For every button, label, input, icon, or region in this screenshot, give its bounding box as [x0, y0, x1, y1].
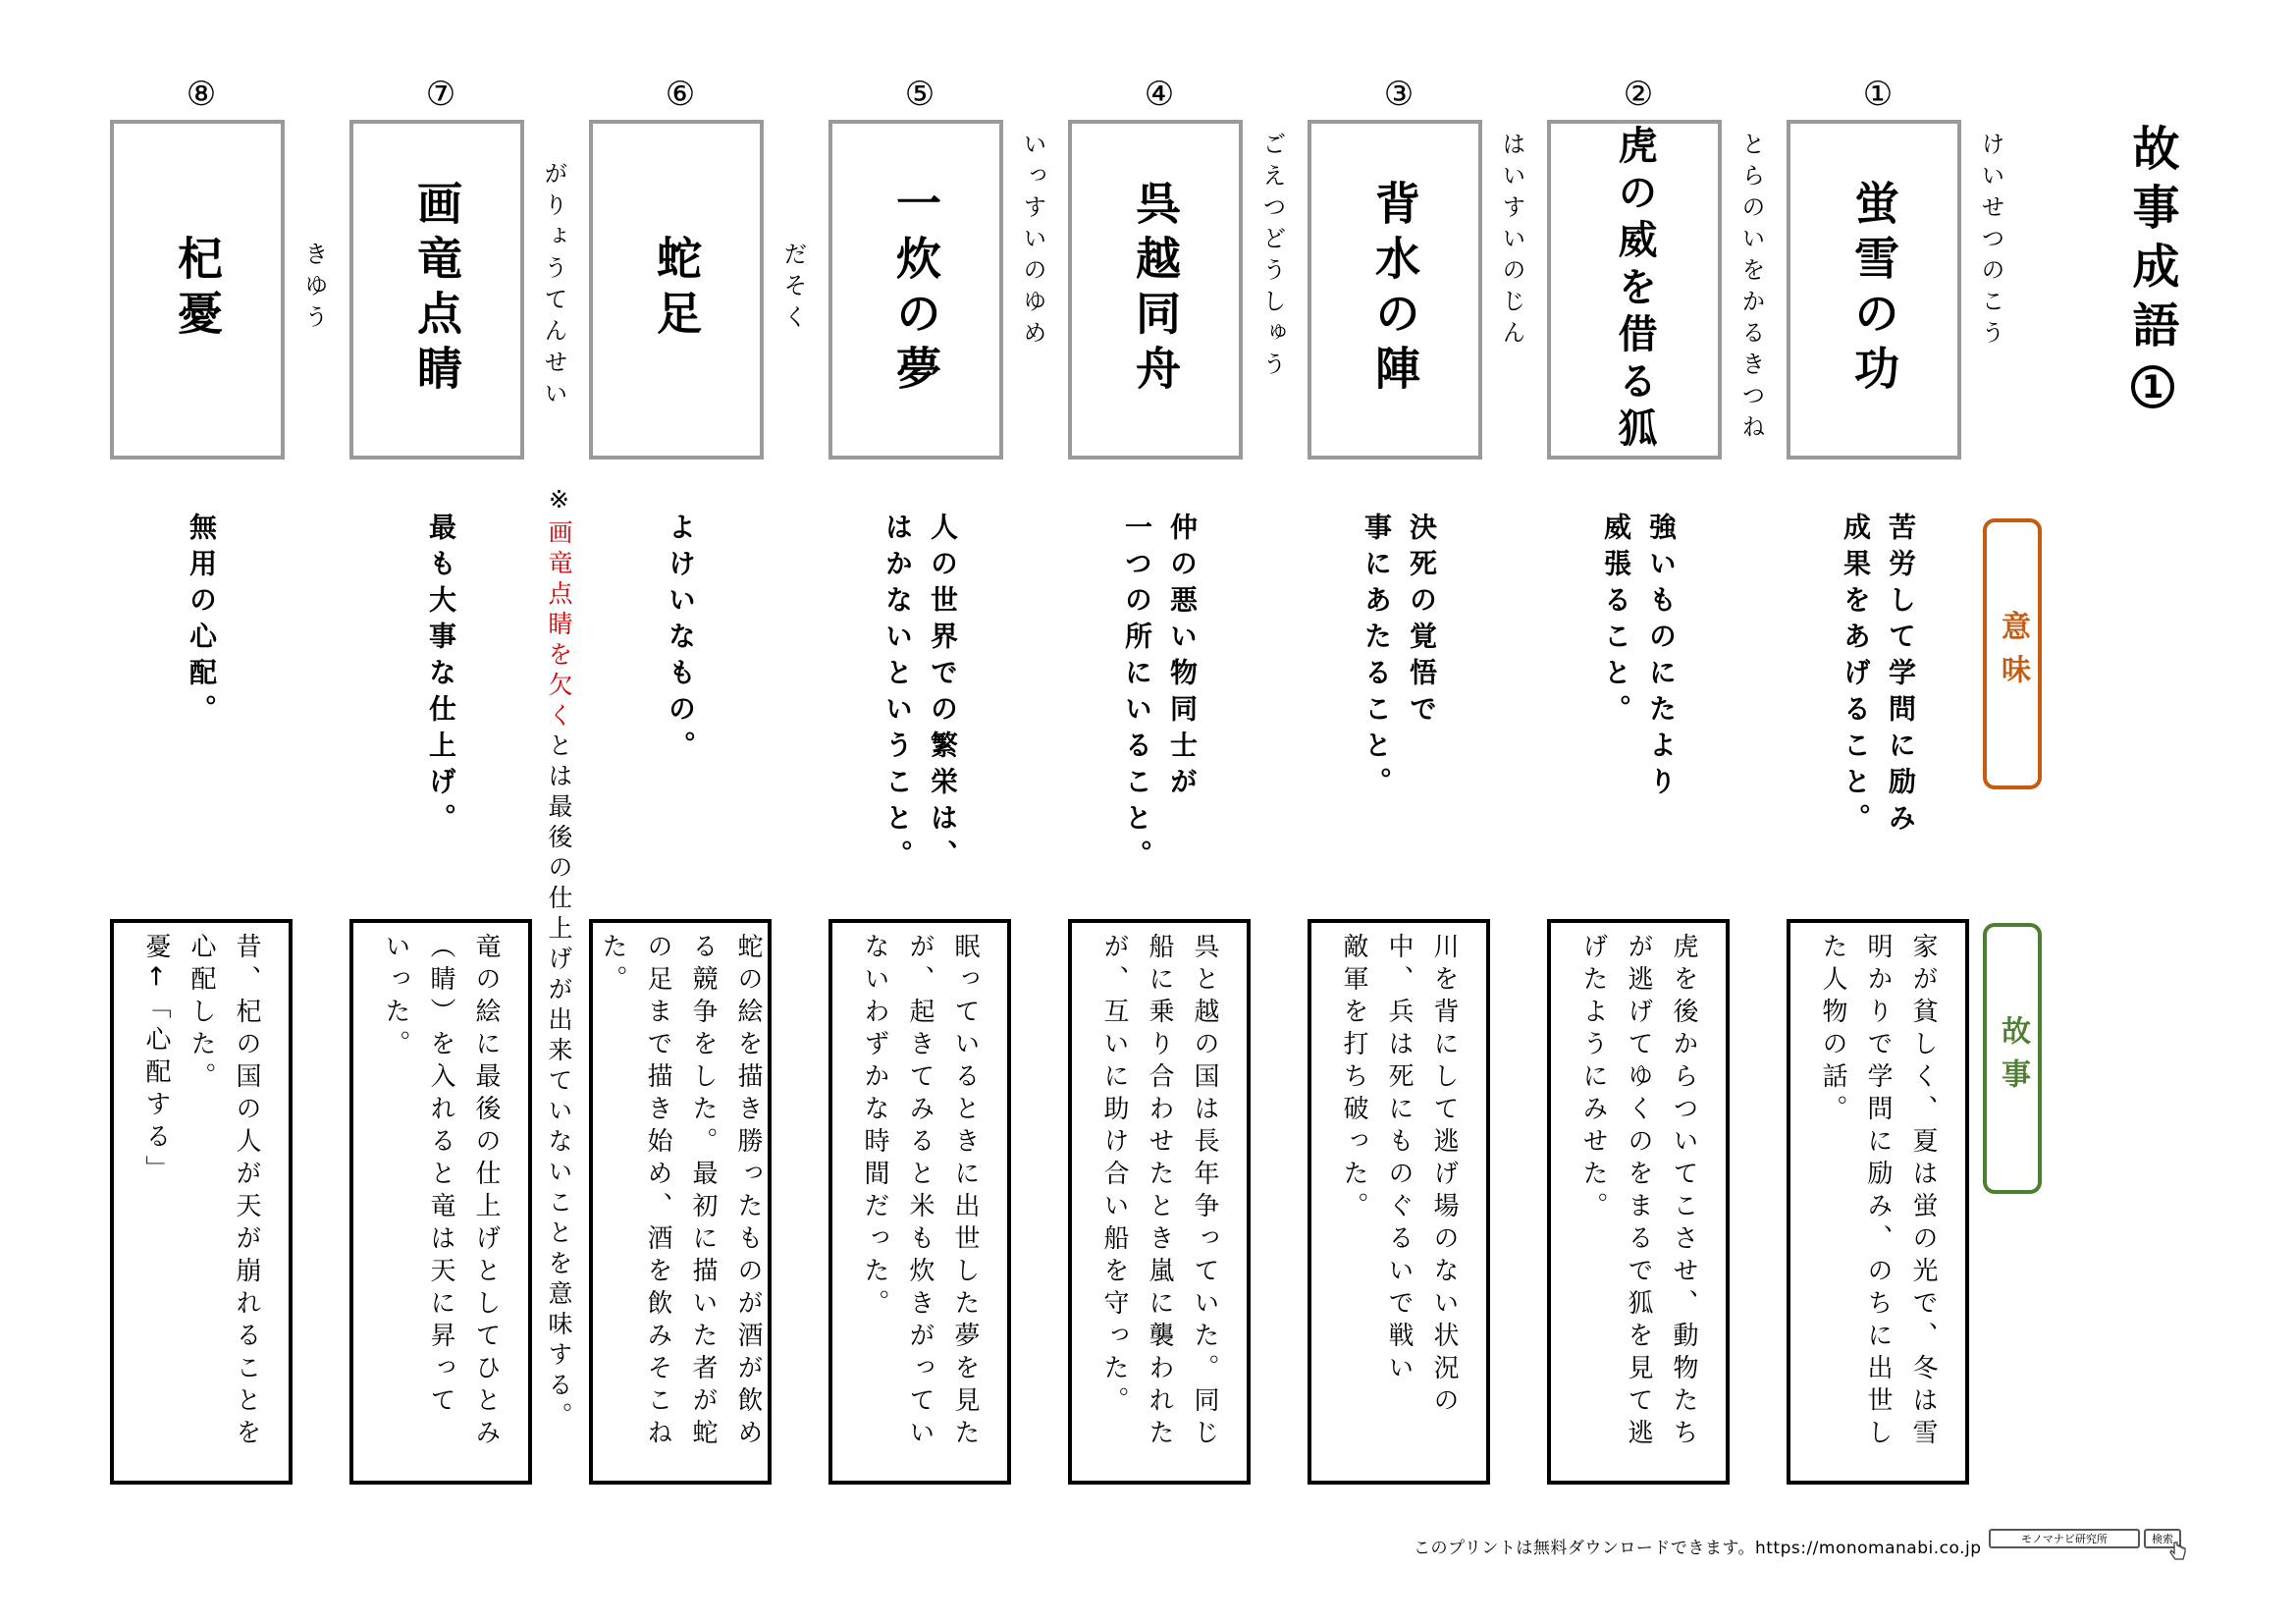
idiom-meaning	[1547, 513, 1730, 866]
idiom-meaning-text: 人の世界での繁栄は、 はかないということ。	[881, 513, 959, 876]
idiom-number: ⑤	[904, 75, 935, 114]
idiom-story-text: 呉と越の国は長年争っていた。同じ 船に乗り合わせたとき嵐に襲われた が、互いに助け合い船を守った。	[1099, 933, 1219, 1451]
title-number: 1	[2141, 368, 2164, 406]
idiom-column-2	[1547, 0, 1783, 1532]
idiom-story-text: 川を背にして逃げ場のない状況の 中、兵は死にものぐるいで戦い 敵軍を打ち破った。	[1339, 933, 1459, 1419]
idiom-meaning-text: 最も大事な仕上げ。	[425, 513, 457, 839]
idiom-kanji-box	[1547, 120, 1722, 460]
idiom-meaning-text: よけいなもの。	[665, 513, 697, 767]
idiom-kanji-box	[1308, 120, 1482, 460]
idiom-meaning	[110, 513, 293, 866]
idiom-story-box	[349, 919, 532, 1485]
idiom-story-box	[1068, 919, 1251, 1485]
page-title: 故事成語	[2124, 124, 2179, 359]
idiom-kanji: 蛍雪の功	[1847, 180, 1900, 400]
note-mark: ※	[545, 485, 573, 519]
idiom-meaning-text: 苦労して学問に励み 成果をあげること。	[1840, 513, 1917, 839]
idiom-reading: いっすいのゆめ	[1019, 132, 1046, 352]
idiom-number: ⑦	[425, 75, 456, 114]
idiom-number: ⑥	[665, 75, 696, 114]
story-section-tag	[1983, 923, 2042, 1194]
footer-download-note: このプリントは無料ダウンロードできます。https://monomanabi.co.jp	[1414, 1539, 1982, 1558]
idiom-column-5	[828, 0, 1064, 1532]
idiom-number: ①	[1862, 75, 1894, 114]
idiom-meaning	[589, 513, 772, 866]
garyotensei-note	[544, 485, 573, 1433]
idiom-reading: だそく	[779, 242, 807, 336]
idiom-number: ⑧	[186, 75, 217, 114]
idiom-kanji: 背水の陣	[1368, 180, 1421, 400]
idiom-number: ④	[1144, 75, 1175, 114]
idiom-story-text: 蛇の絵を描き勝ったものが酒が飲め る競争をした。最初に描いた者が蛇 の足まで描き始め、酒を飲みそこね た。	[598, 933, 763, 1451]
idiom-kanji: 蛇足	[650, 235, 703, 345]
idiom-reading: とらのいをかるきつね	[1737, 132, 1765, 446]
title-number-circle	[2131, 365, 2174, 408]
idiom-meaning-text: 無用の心配。	[186, 513, 218, 731]
idiom-column-4	[1068, 0, 1304, 1532]
idiom-kanji-box	[589, 120, 764, 460]
note-text: とは最後の仕上げが出来ていないことを意味する。	[545, 732, 573, 1433]
hand-cursor-icon	[2169, 1542, 2187, 1563]
idiom-reading: ごえつどうしゅう	[1258, 132, 1286, 383]
idiom-kanji-box	[110, 120, 285, 460]
idiom-meaning	[1068, 513, 1251, 876]
idiom-column-6	[589, 0, 825, 1532]
idiom-story-box	[589, 919, 772, 1485]
footer-site-logo[interactable]: モノマナビ研究所	[1989, 1529, 2140, 1548]
idiom-column-3	[1308, 0, 1543, 1532]
idiom-story-box	[1787, 919, 1969, 1485]
idiom-kanji: 一炊の夢	[889, 180, 942, 400]
idiom-meaning-text: 仲の悪い物同士が 一つの所にいること。	[1121, 513, 1199, 876]
story-tag-label: 故事	[1996, 1015, 2030, 1102]
idiom-meaning	[349, 513, 532, 866]
idiom-kanji-box	[1787, 120, 1961, 460]
idiom-story-box	[1547, 919, 1730, 1485]
idiom-story-box	[1308, 919, 1490, 1485]
meaning-tag-label: 意味	[1996, 611, 2030, 697]
idiom-story-text: 虎を後からついてこさせ、動物たち が逃げてゆくのをまるで狐を見て逃 げたようにみせた。	[1578, 933, 1698, 1451]
meaning-section-tag	[1983, 518, 2042, 789]
idiom-kanji-box	[349, 120, 524, 460]
idiom-meaning-text: 強いものにたより 威張ること。	[1600, 513, 1678, 803]
idiom-kanji-box	[828, 120, 1003, 460]
idiom-story-text: 家が貧しく、夏は蛍の光で、冬は雪 明かりで学問に励み、のちに出世し た人物の話。	[1818, 933, 1938, 1451]
idiom-number: ②	[1623, 75, 1654, 114]
idiom-reading: きゆう	[300, 242, 328, 336]
idiom-story-text: 竜の絵に最後の仕上げとしてひとみ （睛）を入れると竜は天に昇って いった。	[381, 933, 501, 1451]
idiom-meaning	[1787, 513, 1969, 866]
idiom-number: ③	[1383, 75, 1415, 114]
idiom-kanji: 杞憂	[171, 235, 224, 345]
idiom-story-text: 昔、杞の国の人が天が崩れることを 心配した。 憂←「心配する」	[141, 933, 261, 1451]
idiom-meaning	[1308, 513, 1490, 866]
idiom-reading: けいせつのこう	[1977, 132, 2004, 352]
idiom-kanji: 画竜点睛	[410, 180, 463, 400]
idiom-meaning	[828, 513, 1011, 876]
idiom-kanji: 呉越同舟	[1129, 180, 1182, 400]
idiom-story-box	[828, 919, 1011, 1485]
idiom-story-box	[110, 919, 293, 1485]
idiom-kanji: 虎の威を借る狐	[1612, 125, 1657, 455]
idiom-story-text: 眠っているときに出世した夢を見た が、起きてみると米も炊きがってい ないわずかな時間だった。	[860, 933, 980, 1451]
idiom-column-8	[110, 0, 346, 1532]
idiom-kanji-box	[1068, 120, 1243, 460]
note-highlight: 画竜点睛を欠く	[545, 519, 573, 732]
footer-search-button[interactable]: 検索	[2144, 1529, 2181, 1548]
idiom-reading: はいすいのじん	[1498, 132, 1525, 352]
idiom-meaning-text: 決死の覚悟で 事にあたること。	[1361, 513, 1438, 803]
idiom-reading: がりょうてんせい	[540, 161, 567, 412]
